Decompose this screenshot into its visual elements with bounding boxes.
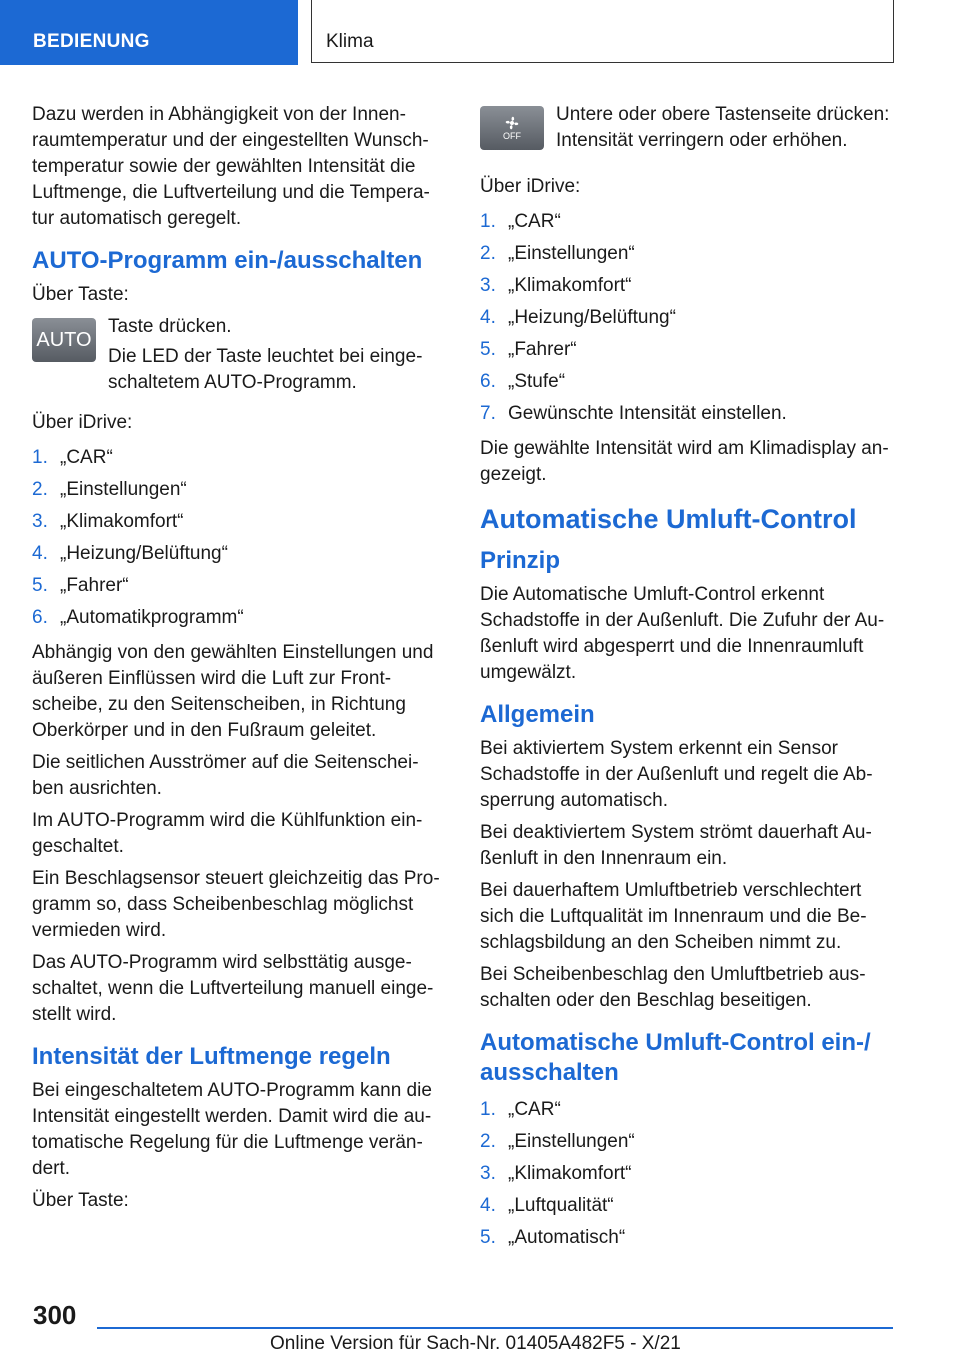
- fan-icon: [501, 115, 523, 131]
- paragraph: Das AUTO-Programm wird selbsttätig ausgeschaltet, wenn die Luftverteilung manuell eingestellt wird.: [32, 952, 434, 1025]
- press-button-text: Taste drücken.: [108, 316, 232, 337]
- fan-text: Untere oder obere Tastenseite drücken: Intensität verringern oder erhöhen.: [556, 104, 890, 151]
- list-item: 4. „Luftqualität“: [480, 1195, 614, 1216]
- list-item: 4. „Heizung/Belüftung“: [480, 307, 676, 328]
- paragraph: Die gewählte Intensität wird am Klimadisplay angezeigt.: [480, 438, 889, 485]
- list-item: 1. „CAR“: [32, 447, 113, 468]
- left-column: [32, 102, 442, 1220]
- paragraph: Bei deaktiviertem System strömt dauerhaft Außenluft in den Innenraum ein.: [480, 822, 872, 869]
- heading-auto-program: AUTO-Programm ein-/ausschalten: [32, 247, 423, 274]
- header-section-tab: [0, 0, 298, 65]
- heading-umluft-on-off: Automatische Umluft-Control ein-/ ausschalten: [480, 1029, 871, 1086]
- header-chapter-label: Klima: [326, 31, 374, 52]
- heading-umluft-control: Automatische Umluft-Control: [480, 504, 857, 534]
- paragraph: Die Automatische Umluft-Control erkennt Schadstoffe in der Außenluft. Die Zufuhr der Außenluft wird abgesperrt und die Innenraumluft umgewälzt.: [480, 584, 885, 683]
- list-item: 7. Gewünschte Intensität einstellen.: [480, 403, 787, 424]
- paragraph: Bei dauerhaftem Umluftbetrieb verschlechtert sich die Luftqualität im Innenraum und die Beschlagsbildung an den Scheiben nimmt zu.: [480, 880, 867, 953]
- footer-text: Online Version für Sach-Nr. 01405A482F5 - X/21: [270, 1333, 681, 1354]
- heading-intensity: Intensität der Luftmenge regeln: [32, 1043, 391, 1070]
- paragraph: Die seitlichen Ausströmer auf die Seitenscheiben ausrichten.: [32, 752, 419, 799]
- list-item: 5. „Fahrer“: [480, 339, 577, 360]
- list-item: 6. „Automatikprogramm“: [32, 607, 244, 628]
- header-chapter-box: [311, 0, 894, 63]
- list-item: 1. „CAR“: [480, 1099, 561, 1120]
- via-idrive-label: Über iDrive:: [480, 176, 581, 197]
- list-item: 2. „Einstellungen“: [32, 479, 187, 500]
- footer-divider: [97, 1327, 893, 1329]
- right-column: [480, 102, 898, 1260]
- paragraph: Ein Beschlagsensor steuert gleichzeitig das Programm so, dass Scheibenbeschlag möglichst vermieden wird.: [32, 868, 440, 941]
- heading-prinzip: Prinzip: [480, 547, 561, 574]
- header-section-label: BEDIENUNG: [33, 31, 150, 52]
- via-idrive-label: Über iDrive:: [32, 412, 133, 433]
- list-item: 2. „Einstellungen“: [480, 1131, 635, 1152]
- paragraph: Bei Scheibenbeschlag den Umluftbetrieb ausschalten oder den Beschlag beseitigen.: [480, 964, 866, 1011]
- via-button-label: Über Taste:: [32, 284, 129, 305]
- list-item: 3. „Klimakomfort“: [480, 275, 632, 296]
- list-item: 3. „Klimakomfort“: [480, 1163, 632, 1184]
- idrive-steps-umluft: [480, 1094, 898, 1254]
- auto-button-icon: AUTO: [32, 318, 96, 362]
- paragraph: Bei eingeschaltetem AUTO-Programm kann die Intensität eingestellt werden. Damit wird die automatische Regelung für die Luftmenge verändert.: [32, 1080, 432, 1179]
- list-item: 4. „Heizung/Belüftung“: [32, 543, 228, 564]
- list-item: 1. „CAR“: [480, 211, 561, 232]
- fan-button-row: [480, 102, 898, 160]
- list-item: 5. „Automatisch“: [480, 1227, 626, 1248]
- fan-off-label: OFF: [503, 131, 521, 141]
- fan-button-icon: [480, 106, 544, 150]
- page-number: 300: [33, 1300, 77, 1330]
- intro-paragraph: Dazu werden in Abhängigkeit von der Innenraumtemperatur und der eingestellten Wunschtemperatur sowie der gewählten Intensität die Luftmenge, die Luftverteilung und die Temperatur automatisch geregelt.: [32, 104, 430, 229]
- led-text: Die LED der Taste leuchtet bei eingeschaltetem AUTO-Programm.: [108, 346, 423, 393]
- idrive-steps-auto: [32, 442, 442, 634]
- idrive-steps-intensity: [480, 206, 898, 430]
- paragraph: Im AUTO-Programm wird die Kühlfunktion eingeschaltet.: [32, 810, 423, 857]
- paragraph: Bei aktiviertem System erkennt ein Sensor Schadstoffe in der Außenluft und regelt die Absperrung automatisch.: [480, 738, 873, 811]
- list-item: 6. „Stufe“: [480, 371, 566, 392]
- heading-allgemein: Allgemein: [480, 701, 595, 728]
- list-item: 5. „Fahrer“: [32, 575, 129, 596]
- paragraph: Abhängig von den gewählten Einstellungen und äußeren Einflüssen wird die Luft zur Frontscheibe, zu den Seitenscheiben, in Richtung Oberkörper und in den Fußraum geleitet.: [32, 642, 434, 741]
- list-item: 3. „Klimakomfort“: [32, 511, 184, 532]
- via-button-label: Über Taste:: [32, 1190, 129, 1211]
- list-item: 2. „Einstellungen“: [480, 243, 635, 264]
